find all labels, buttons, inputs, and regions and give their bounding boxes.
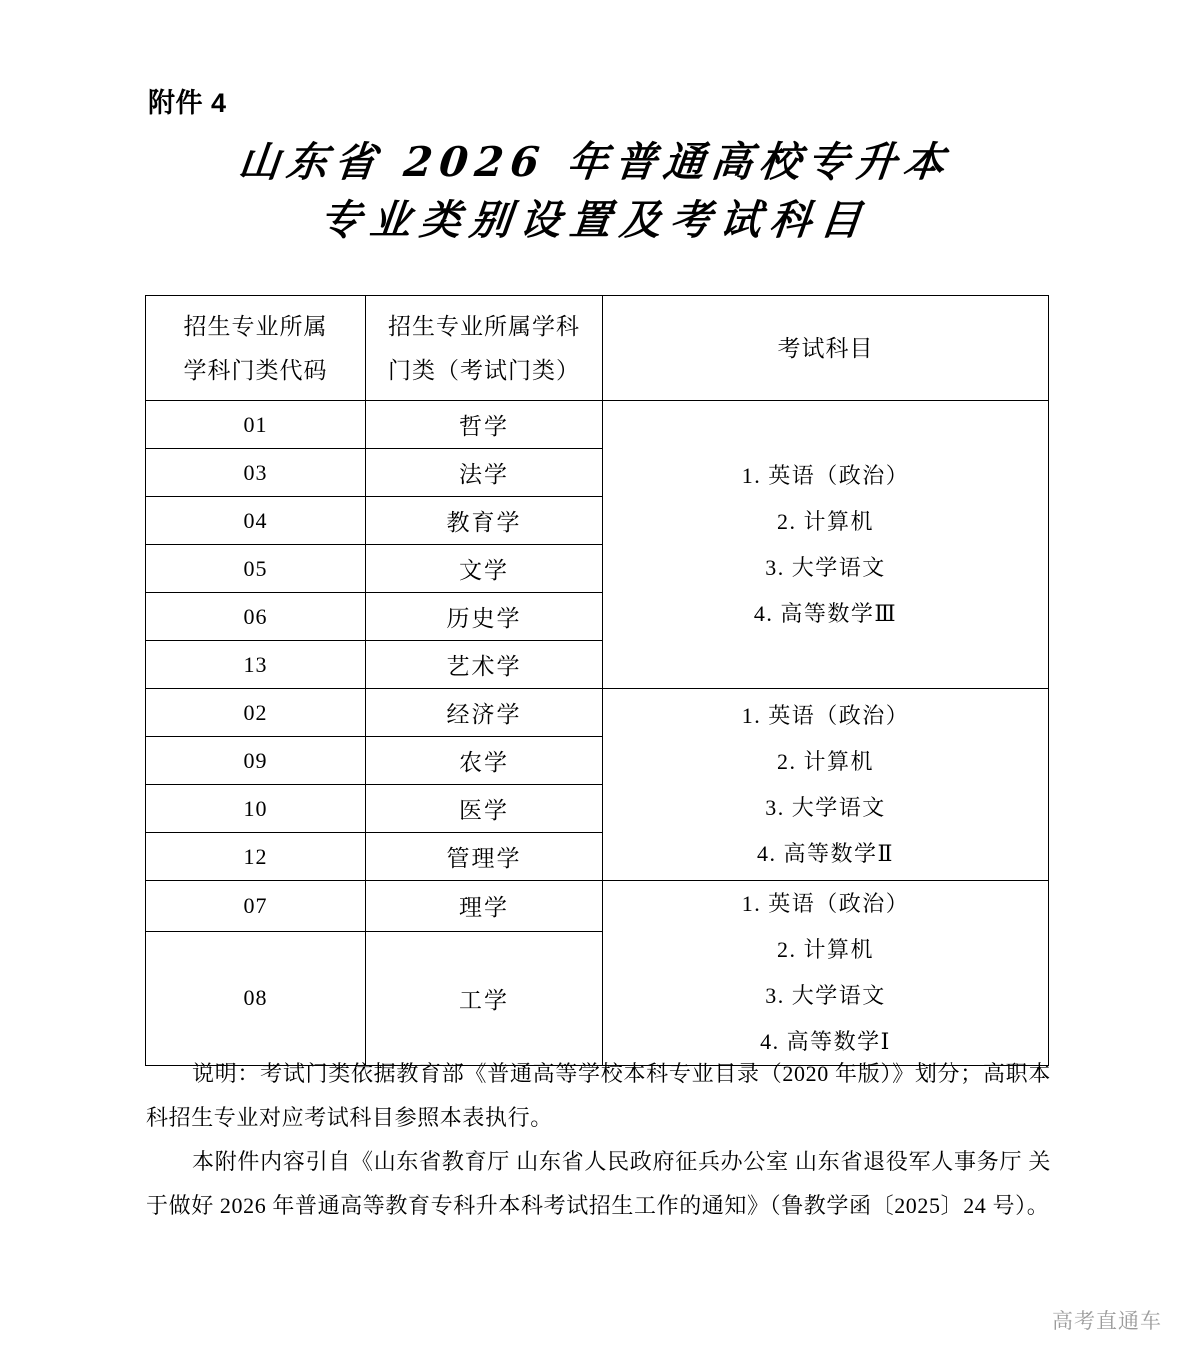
cell-subjects-group-2	[603, 689, 1049, 881]
column-header-category-line1: 招生专业所属学科	[388, 313, 580, 339]
page-title	[0, 133, 1190, 249]
cell-code: 02	[146, 689, 366, 737]
cell-category: 工学	[366, 931, 603, 1065]
footnote-paragraph-1: 说明：考试门类依据教育部《普通高等学校本科专业目录（2020 年版）》划分；高职本科招生专业对应考试科目参照本表执行。	[146, 1061, 1051, 1130]
cell-code: 08	[146, 931, 366, 1065]
cell-code: 04	[146, 497, 366, 545]
cell-code: 12	[146, 833, 366, 881]
table-row	[146, 881, 1049, 932]
subject-item: 1. 英语（政治）	[741, 702, 910, 728]
subject-item: 3. 大学语文	[765, 794, 886, 820]
subject-list	[603, 693, 1048, 877]
cell-category: 农学	[366, 737, 603, 785]
watermark: 高考直通车	[1052, 1310, 1162, 1333]
table-header	[146, 296, 1049, 401]
subject-item: 2. 计算机	[776, 937, 874, 962]
cell-category: 教育学	[366, 497, 603, 545]
subject-list	[603, 881, 1048, 1065]
cell-code: 09	[146, 737, 366, 785]
footnote-paragraph-2: 本附件内容引自《山东省教育厅 山东省人民政府征兵办公室 山东省退役军人事务厅 关于做好 2026 年普通高等教育专科升本科考试招生工作的通知》（鲁教学函〔2025〕24 号）。	[146, 1149, 1051, 1218]
cell-category: 哲学	[366, 401, 603, 449]
column-header-subjects: 考试科目	[603, 296, 1049, 401]
cell-category: 历史学	[366, 593, 603, 641]
table-row	[146, 401, 1049, 449]
cell-category: 经济学	[366, 689, 603, 737]
cell-subjects-group-3	[603, 881, 1049, 1066]
column-header-category-line2: 门类（考试门类）	[388, 357, 580, 383]
column-header-category	[366, 296, 603, 401]
subject-item: 3. 大学语文	[765, 983, 886, 1008]
cell-category: 理学	[366, 881, 603, 932]
page-title-line-2: 专业类别设置及考试科目	[317, 196, 873, 244]
attachment-label: 附件 4	[148, 88, 227, 118]
cell-code: 10	[146, 785, 366, 833]
table-body	[146, 401, 1049, 1066]
subject-item: 4. 高等数学Ⅲ	[753, 600, 898, 626]
cell-code: 06	[146, 593, 366, 641]
subject-list	[603, 453, 1048, 637]
column-header-code-line1: 招生专业所属	[183, 313, 328, 339]
subject-item: 3. 大学语文	[765, 554, 886, 580]
subject-item: 2. 计算机	[776, 508, 874, 534]
subject-item: 1. 英语（政治）	[741, 462, 910, 488]
cell-code: 03	[146, 449, 366, 497]
cell-subjects-group-1	[603, 401, 1049, 689]
cell-code: 13	[146, 641, 366, 689]
cell-category: 文学	[366, 545, 603, 593]
subject-item: 2. 计算机	[776, 748, 874, 774]
table-header-row	[146, 296, 1049, 401]
page-title-line-1: 山东省 2026 年普通高校专升本	[236, 138, 954, 186]
cell-code: 01	[146, 401, 366, 449]
column-header-code	[146, 296, 366, 401]
table-row	[146, 689, 1049, 737]
cell-code: 07	[146, 881, 366, 932]
cell-category: 医学	[366, 785, 603, 833]
subject-item: 4. 高等数学Ⅱ	[757, 840, 894, 866]
footnotes	[146, 1052, 1051, 1228]
cell-category: 管理学	[366, 833, 603, 881]
cell-category: 艺术学	[366, 641, 603, 689]
cell-category: 法学	[366, 449, 603, 497]
subjects-table	[145, 295, 1049, 1066]
cell-code: 05	[146, 545, 366, 593]
column-header-code-line2: 学科门类代码	[183, 357, 328, 383]
subject-item: 4. 高等数学Ⅰ	[760, 1029, 891, 1054]
subject-item: 1. 英语（政治）	[741, 891, 910, 916]
